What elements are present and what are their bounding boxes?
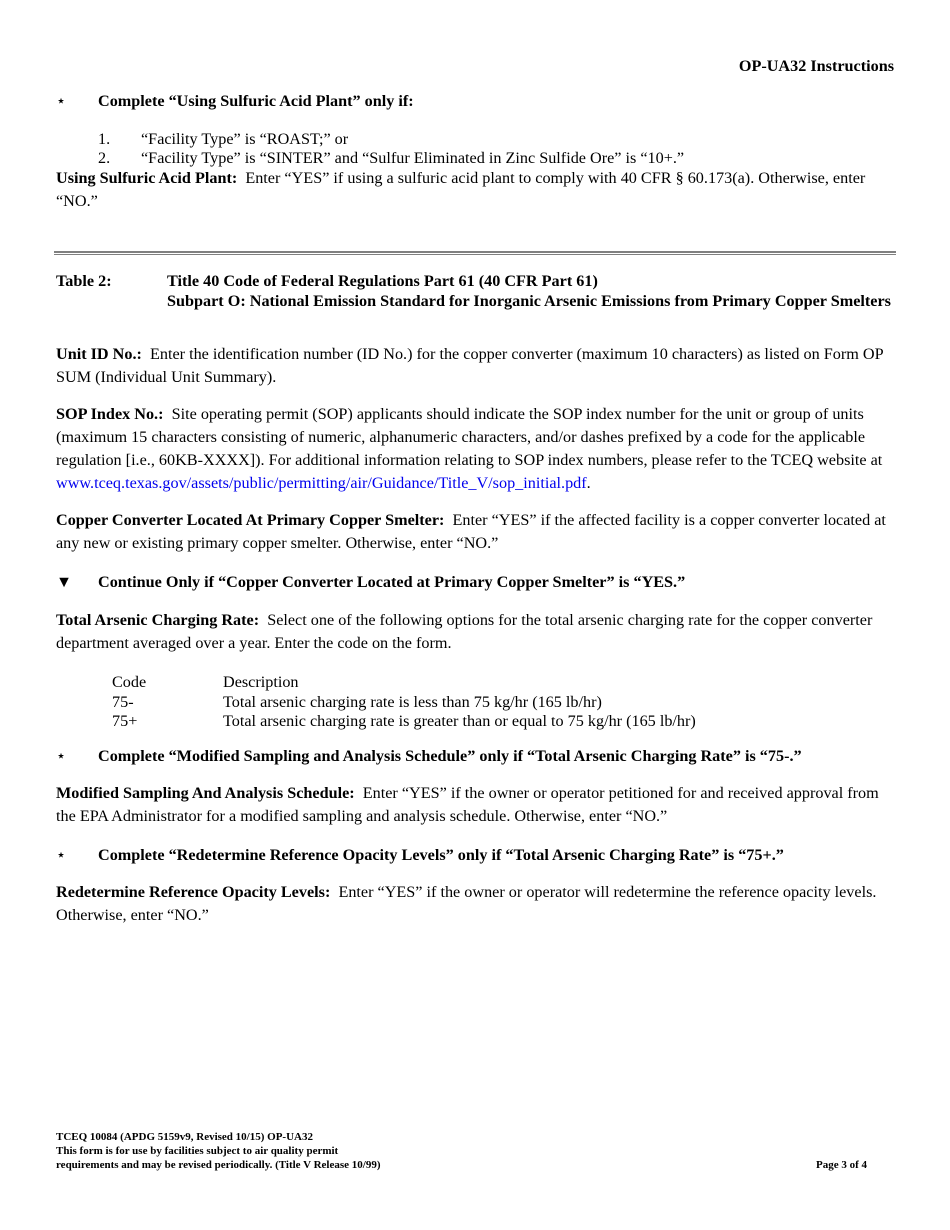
code-description: Total arsenic charging rate is less than 75 kg/hr (165 lb/hr) (223, 692, 602, 711)
footer-note-line1: This form is for use by facilities subject to air quality permit (56, 1145, 339, 1157)
field-unit-id (56, 343, 896, 389)
code-value: 75- (112, 692, 134, 711)
star-bullet-icon: ⋆ (56, 92, 67, 110)
footer (56, 1130, 380, 1172)
list-text: “Facility Type” is “SINTER” and “Sulfur Eliminated in Zinc Sulfide Ore” is “10+.” (141, 149, 685, 167)
field-label: Redetermine Reference Opacity Levels: (56, 883, 331, 901)
field-description: Select one of the following options for the total arsenic charging rate for the copper converter department averaged over a year. Enter the code on the form. (56, 611, 873, 652)
table-row (112, 691, 892, 711)
field-label: Unit ID No.: (56, 345, 142, 363)
code-description: Total arsenic charging rate is greater than or equal to 75 kg/hr (165 lb/hr) (223, 712, 696, 730)
section-divider (54, 251, 896, 255)
field-description: Enter “YES” if using a sulfuric acid plant to comply with 40 CFR § 60.173(a). Otherwise, enter “NO.” (56, 169, 866, 210)
code-table (112, 671, 892, 730)
field-sop-index (56, 403, 896, 495)
field-label: Modified Sampling And Analysis Schedule: (56, 784, 355, 802)
bullet-text: Complete “Redetermine Reference Opacity Levels” only if “Total Arsenic Charging Rate” is “75+.” (98, 846, 784, 864)
table-title-line2: Subpart O: National Emission Standard for Inorganic Arsenic Emissions from Primary Copper Smelters (167, 292, 891, 310)
description-header: Description (223, 673, 299, 691)
continue-text: Continue Only if “Copper Converter Located at Primary Copper Smelter” is “YES.” (98, 573, 686, 591)
field-using-sulfuric-acid-plant (56, 167, 896, 213)
field-label: SOP Index No.: (56, 405, 164, 423)
field-modified-sampling-schedule (56, 782, 896, 828)
field-description: Enter “YES” if the owner or operator petitioned for and received approval from the EPA Administrator for a modified sampling and analysis schedule. Otherwise, enter “NO.” (56, 784, 879, 825)
table-row (112, 710, 892, 730)
field-description: Site operating permit (SOP) applicants should indicate the SOP index number for the unit or group of units (maximum 15 characters consisting of numeric, alphanumeric characters, and/or dashes prefixed by a code for the applicable regulation [i.e., 60KB-XXXX]). For additional information relating to SOP index numbers, please refer to the TCEQ website at (56, 405, 883, 469)
page-number: Page 3 of 4 (815, 1159, 867, 1171)
star-bullet-icon: ⋆ (56, 747, 67, 765)
code-value: 75+ (112, 712, 138, 730)
field-total-arsenic-charging-rate (56, 609, 896, 655)
table-label: Table 2: (56, 272, 112, 290)
field-description: Enter the identification number (ID No.) for the copper converter (maximum 10 characters) as listed on Form OP SUM (Individual Unit Summary). (56, 345, 883, 386)
list-text: “Facility Type” is “ROAST;” or (141, 130, 349, 148)
field-description: Enter “YES” if the affected facility is a copper converter located at any new or existing primary copper smelter. Otherwise, enter “NO.” (56, 511, 886, 552)
sop-guidance-link[interactable]: www.tceq.texas.gov/assets/public/permitting/air/Guidance/Title_V/sop_initial.pdf (56, 474, 587, 492)
footer-form-id: TCEQ 10084 (APDG 5159v9, Revised 10/15) OP-UA32 (56, 1131, 313, 1143)
code-header: Code (112, 673, 147, 691)
field-description: Enter “YES” if the owner or operator will redetermine the reference opacity levels. Otherwise, enter “NO.” (56, 883, 877, 924)
field-copper-converter (56, 509, 896, 555)
field-redetermine-opacity (56, 881, 896, 927)
down-triangle-icon: ▼ (56, 573, 73, 591)
footer-note-line2: requirements and may be revised periodically. (Title V Release 10/99) (56, 1159, 381, 1171)
list-number: 2. (98, 149, 111, 167)
field-label: Using Sulfuric Acid Plant: (56, 169, 238, 187)
star-bullet-icon: ⋆ (56, 846, 67, 864)
bullet-text: Complete “Modified Sampling and Analysis Schedule” only if “Total Arsenic Charging Rate” is “75-.” (98, 747, 802, 765)
period: . (586, 474, 591, 492)
bullet-text: Complete “Using Sulfuric Acid Plant” only if: (98, 92, 414, 110)
document-title: OP-UA32 Instructions (738, 57, 894, 75)
code-table-header (112, 671, 892, 691)
field-label: Total Arsenic Charging Rate: (56, 611, 260, 629)
table-title-line1: Title 40 Code of Federal Regulations Part 61 (40 CFR Part 61) (167, 272, 598, 290)
field-label: Copper Converter Located At Primary Copper Smelter: (56, 511, 445, 529)
list-number: 1. (98, 130, 111, 148)
